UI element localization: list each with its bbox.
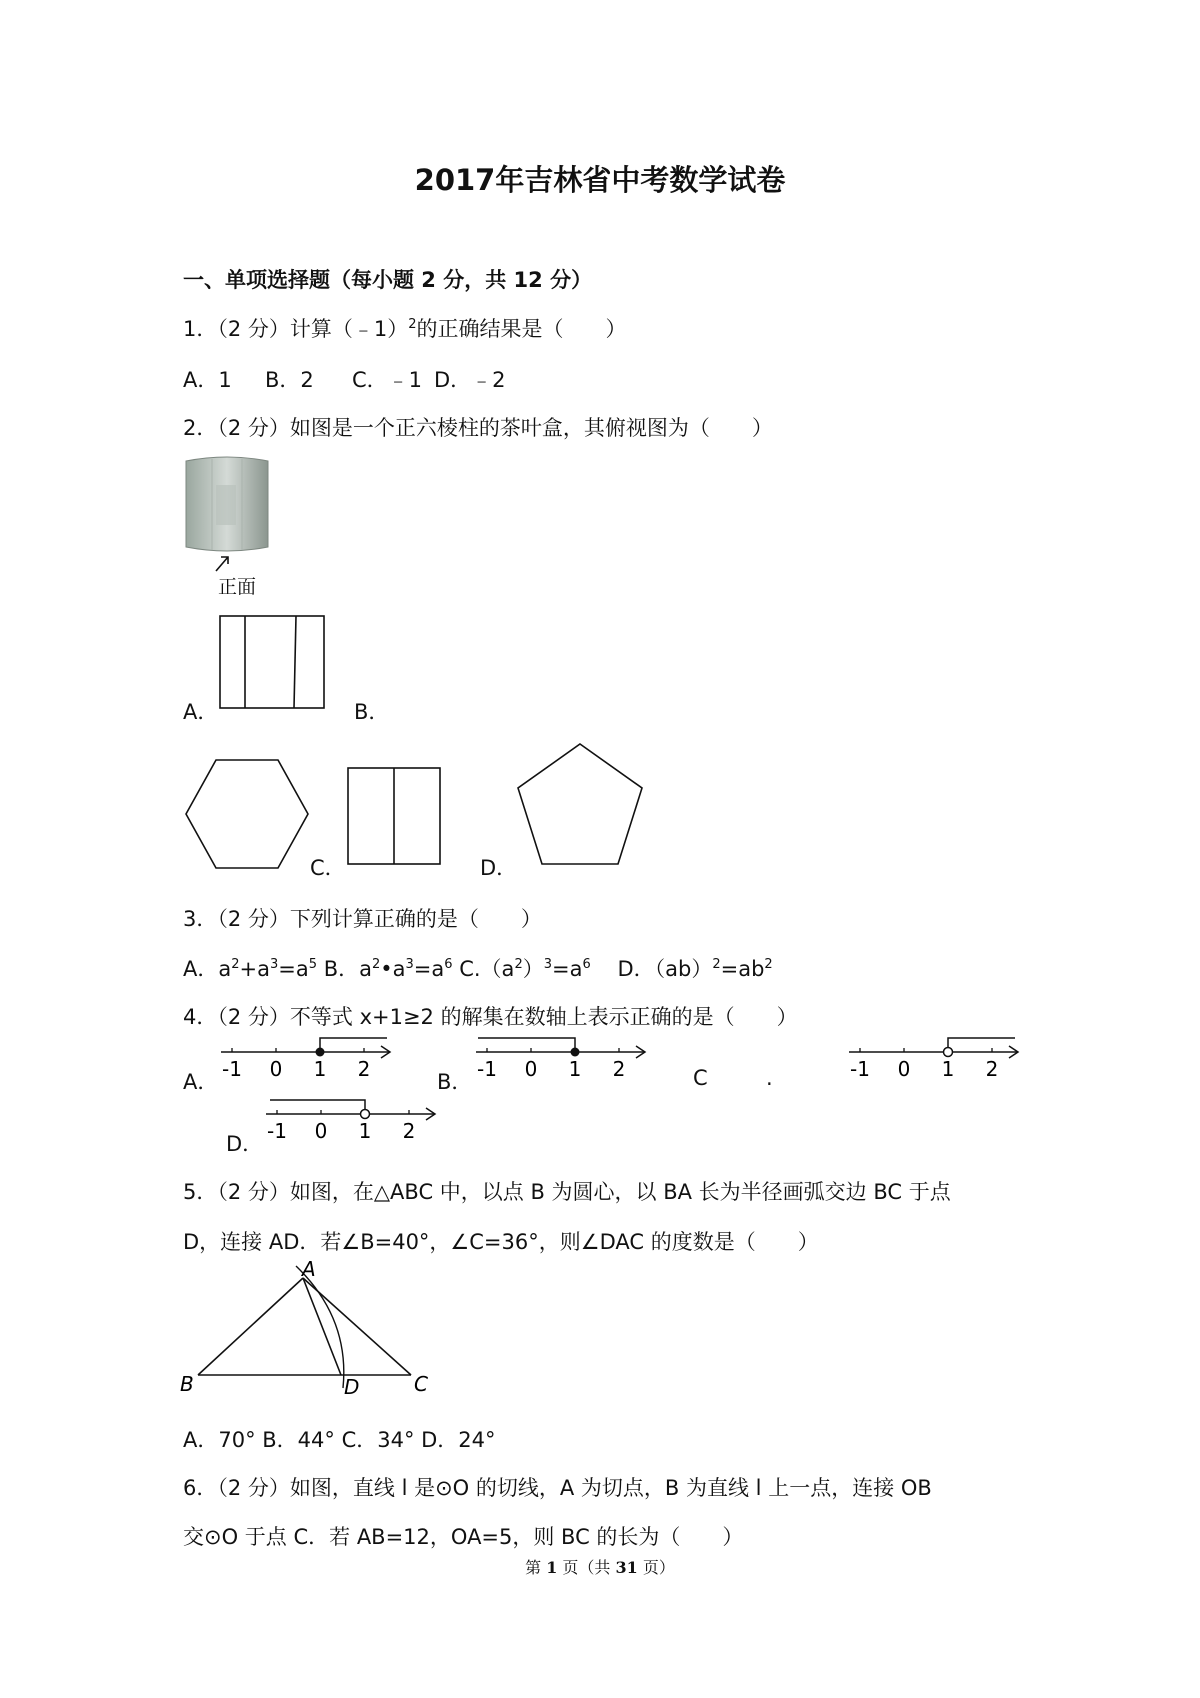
question-4-label-a: A． <box>183 1070 219 1094</box>
number-line-b-tick: 0 <box>524 1057 538 1081</box>
question-3-options: A．$a^2+a^3=a^5$ B．$a^2•a^3=a^6$ $C.(a^2)^3=a^6$ D．$(ab)^2=ab^2$ <box>183 957 773 981</box>
footer-pre: 第 <box>525 1558 547 1577</box>
question-2-label-d: D． <box>480 856 518 880</box>
question-2-figure-d-pentagon <box>515 742 645 868</box>
question-1-stem: 1．（2 分）计算（﹣1） <box>183 317 409 341</box>
footer-post: 页） <box>637 1558 675 1577</box>
number-line-b-tick: 1 <box>568 1057 582 1081</box>
question-2-label-c: C． <box>310 856 346 880</box>
number-line-b-tick: 2 <box>612 1057 626 1081</box>
question-2-label-b: B． <box>354 700 390 724</box>
number-line-d <box>260 1096 440 1144</box>
number-line-c-tick: 1 <box>941 1057 955 1081</box>
point-label-a: A <box>302 1258 316 1281</box>
number-line-d-tick: 2 <box>402 1119 416 1143</box>
point-label-b: B <box>180 1372 194 1396</box>
number-line-c-tick: -1 <box>850 1057 870 1081</box>
section-heading: 一、单项选择题（每小题 2 分，共 12 分） <box>183 268 593 292</box>
point-label-d: D <box>344 1375 360 1398</box>
question-1-exponent: 2 <box>408 317 417 332</box>
page-footer <box>0 1555 1200 1578</box>
question-2-stem: 2．（2 分）如图是一个正六棱柱的茶叶盒，其俯视图为（ ） <box>183 416 773 440</box>
footer-mid: 页（共 <box>557 1558 616 1577</box>
question-2-label-a: A． <box>183 700 219 724</box>
tea-box-figure <box>182 455 272 555</box>
number-line-c-tick: 2 <box>985 1057 999 1081</box>
number-line-d-tick: 0 <box>314 1119 328 1143</box>
question-1-option-c: C．﹣1 <box>352 368 423 392</box>
number-line-a-tick: -1 <box>222 1057 242 1081</box>
question-6-stem-line-1: 6．（2 分）如图，直线 l 是⊙O 的切线，A 为切点，B 为直线 l 上一点，连接 OB <box>183 1476 932 1500</box>
question-2-figure-a <box>218 614 328 710</box>
question-3-stem: 3．（2 分）下列计算正确的是（ ） <box>183 907 542 931</box>
page-title: 2017年吉林省中考数学试卷 <box>414 163 786 197</box>
question-4-stem: 4．（2 分）不等式 x+1≥2 的解集在数轴上表示正确的是（ ） <box>183 1005 798 1029</box>
question-5-stem-line-2: D，连接 AD．若∠B=40°，∠C=36°，则∠DAC 的度数是（ ） <box>183 1230 819 1254</box>
question-6-stem-line-2: 交⊙O 于点 C．若 AB=12，OA=5，则 BC 的长为（ ） <box>183 1525 744 1549</box>
footer-total-pages: 31 <box>615 1558 638 1577</box>
question-5-stem-line-1: 5．（2 分）如图，在△ABC 中，以点 B 为圆心，以 BA 长为半径画弧交边 BC 于点 <box>183 1180 951 1204</box>
question-1-option-d: D．﹣2 <box>434 368 506 392</box>
front-face-caption: 正面 <box>218 576 257 598</box>
question-1-option-b: B．2 <box>265 368 314 392</box>
question-1 <box>183 313 627 343</box>
number-line-a-tick: 2 <box>357 1057 371 1081</box>
question-4-label-c-dot: . <box>766 1066 773 1090</box>
number-line-b-tick: -1 <box>477 1057 497 1081</box>
front-arrow-icon <box>213 553 233 573</box>
question-1-option-a: A．1 <box>183 368 232 392</box>
question-1-stem-tail: 的正确结果是（ ） <box>416 317 627 341</box>
number-line-a-tick: 1 <box>313 1057 327 1081</box>
question-5-options: A．70° B．44° C．34° D．24° <box>183 1428 496 1452</box>
question-4-label-c: C <box>693 1066 708 1090</box>
question-4-label-b: B． <box>437 1070 473 1094</box>
point-label-c: C <box>414 1372 428 1396</box>
number-line-c <box>843 1034 1023 1082</box>
triangle-abc-figure <box>178 1258 438 1398</box>
footer-page-number: 1 <box>546 1558 558 1577</box>
number-line-d-tick: -1 <box>267 1119 287 1143</box>
number-line-c-tick: 0 <box>897 1057 911 1081</box>
question-2-figure-c <box>346 766 442 866</box>
number-line-a <box>215 1034 395 1082</box>
question-4-label-d: D． <box>226 1132 264 1156</box>
number-line-d-tick: 1 <box>358 1119 372 1143</box>
number-line-b <box>470 1034 650 1082</box>
question-2-figure-b-hexagon <box>184 758 310 870</box>
number-line-a-tick: 0 <box>269 1057 283 1081</box>
